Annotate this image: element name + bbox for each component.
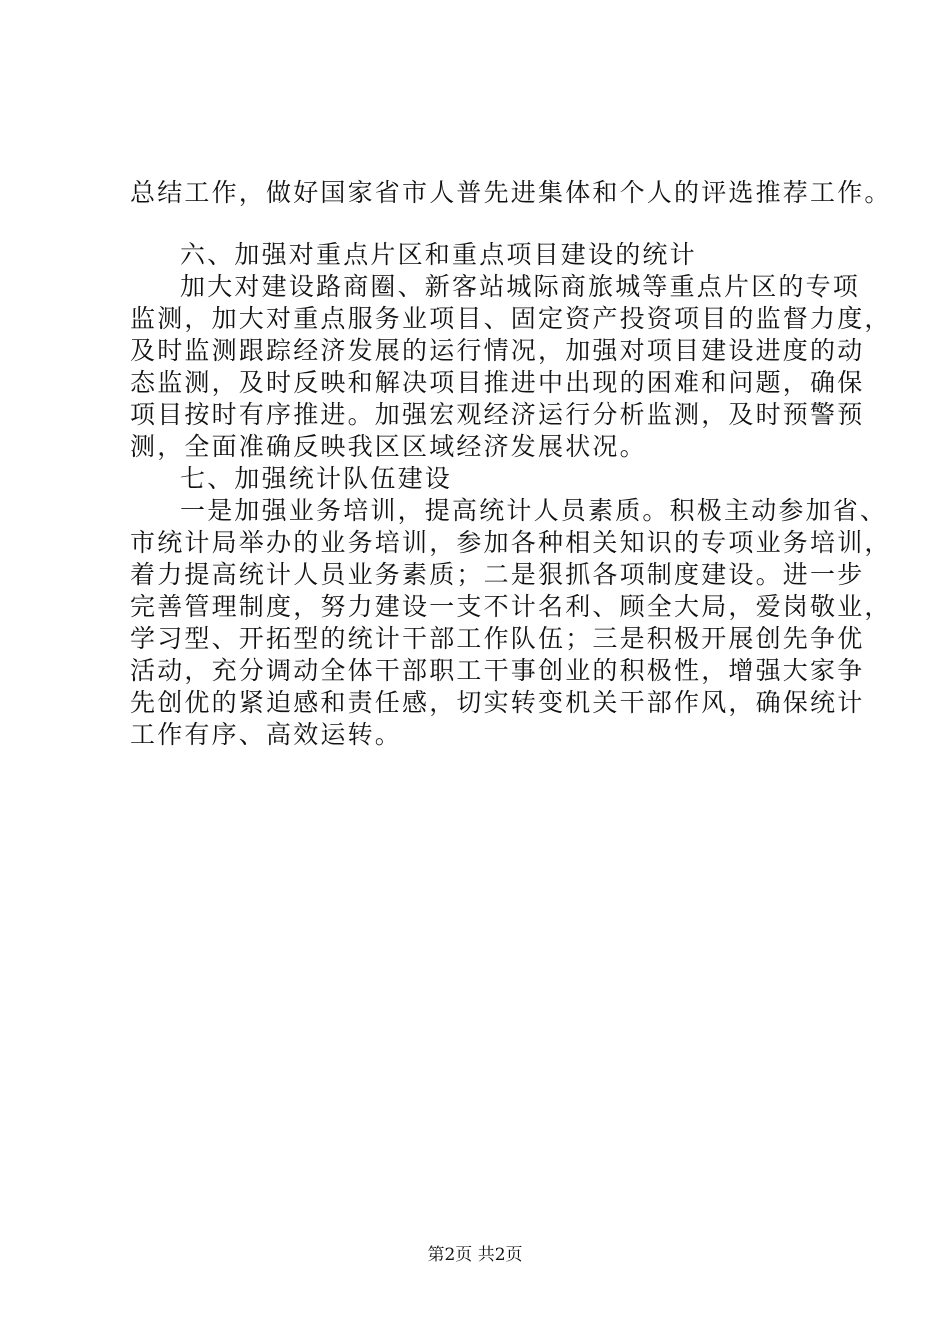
paragraph-line: 着力提高统计人员业务素质；二是狠抓各项制度建设。进一步 [130,560,865,589]
paragraph-line: 市统计局举办的业务培训，参加各种相关知识的专项业务培训， [130,528,892,557]
paragraph-line: 态监测，及时反映和解决项目推进中出现的困难和问题，确保 [130,368,865,397]
paragraph-line: 及时监测跟踪经济发展的运行情况，加强对项目建设进度的动 [130,336,865,365]
paragraph-line: 完善管理制度，努力建设一支不计名利、顾全大局，爱岗敬业， [130,592,892,621]
section-heading-seven: 七、加强统计队伍建设 [180,464,453,493]
paragraph-line: 一是加强业务培训，提高统计人员素质。积极主动参加省、 [180,496,888,525]
paragraph-line: 总结工作，做好国家省市人普先进集体和个人的评选推荐工作。 [130,178,892,207]
paragraph-line: 项目按时有序推进。加强宏观经济运行分析监测，及时预警预 [130,400,865,429]
section-heading-six: 六、加强对重点片区和重点项目建设的统计 [180,240,697,269]
paragraph-line: 活动，充分调动全体干部职工干事创业的积极性，增强大家争 [130,656,865,685]
paragraph-line: 先创优的紧迫感和责任感，切实转变机关干部作风，确保统计 [130,688,865,717]
page-number-footer: 第2页 共2页 [427,1245,523,1265]
paragraph-line: 加大对建设路商圈、新客站城际商旅城等重点片区的专项 [180,272,861,301]
paragraph-line: 工作有序、高效运转。 [130,720,403,749]
paragraph-line: 学习型、开拓型的统计干部工作队伍；三是积极开展创先争优 [130,624,865,653]
paragraph-line: 监测，加大对重点服务业项目、固定资产投资项目的监督力度， [130,304,892,333]
paragraph-line: 测，全面准确反映我区区域经济发展状况。 [130,432,647,461]
